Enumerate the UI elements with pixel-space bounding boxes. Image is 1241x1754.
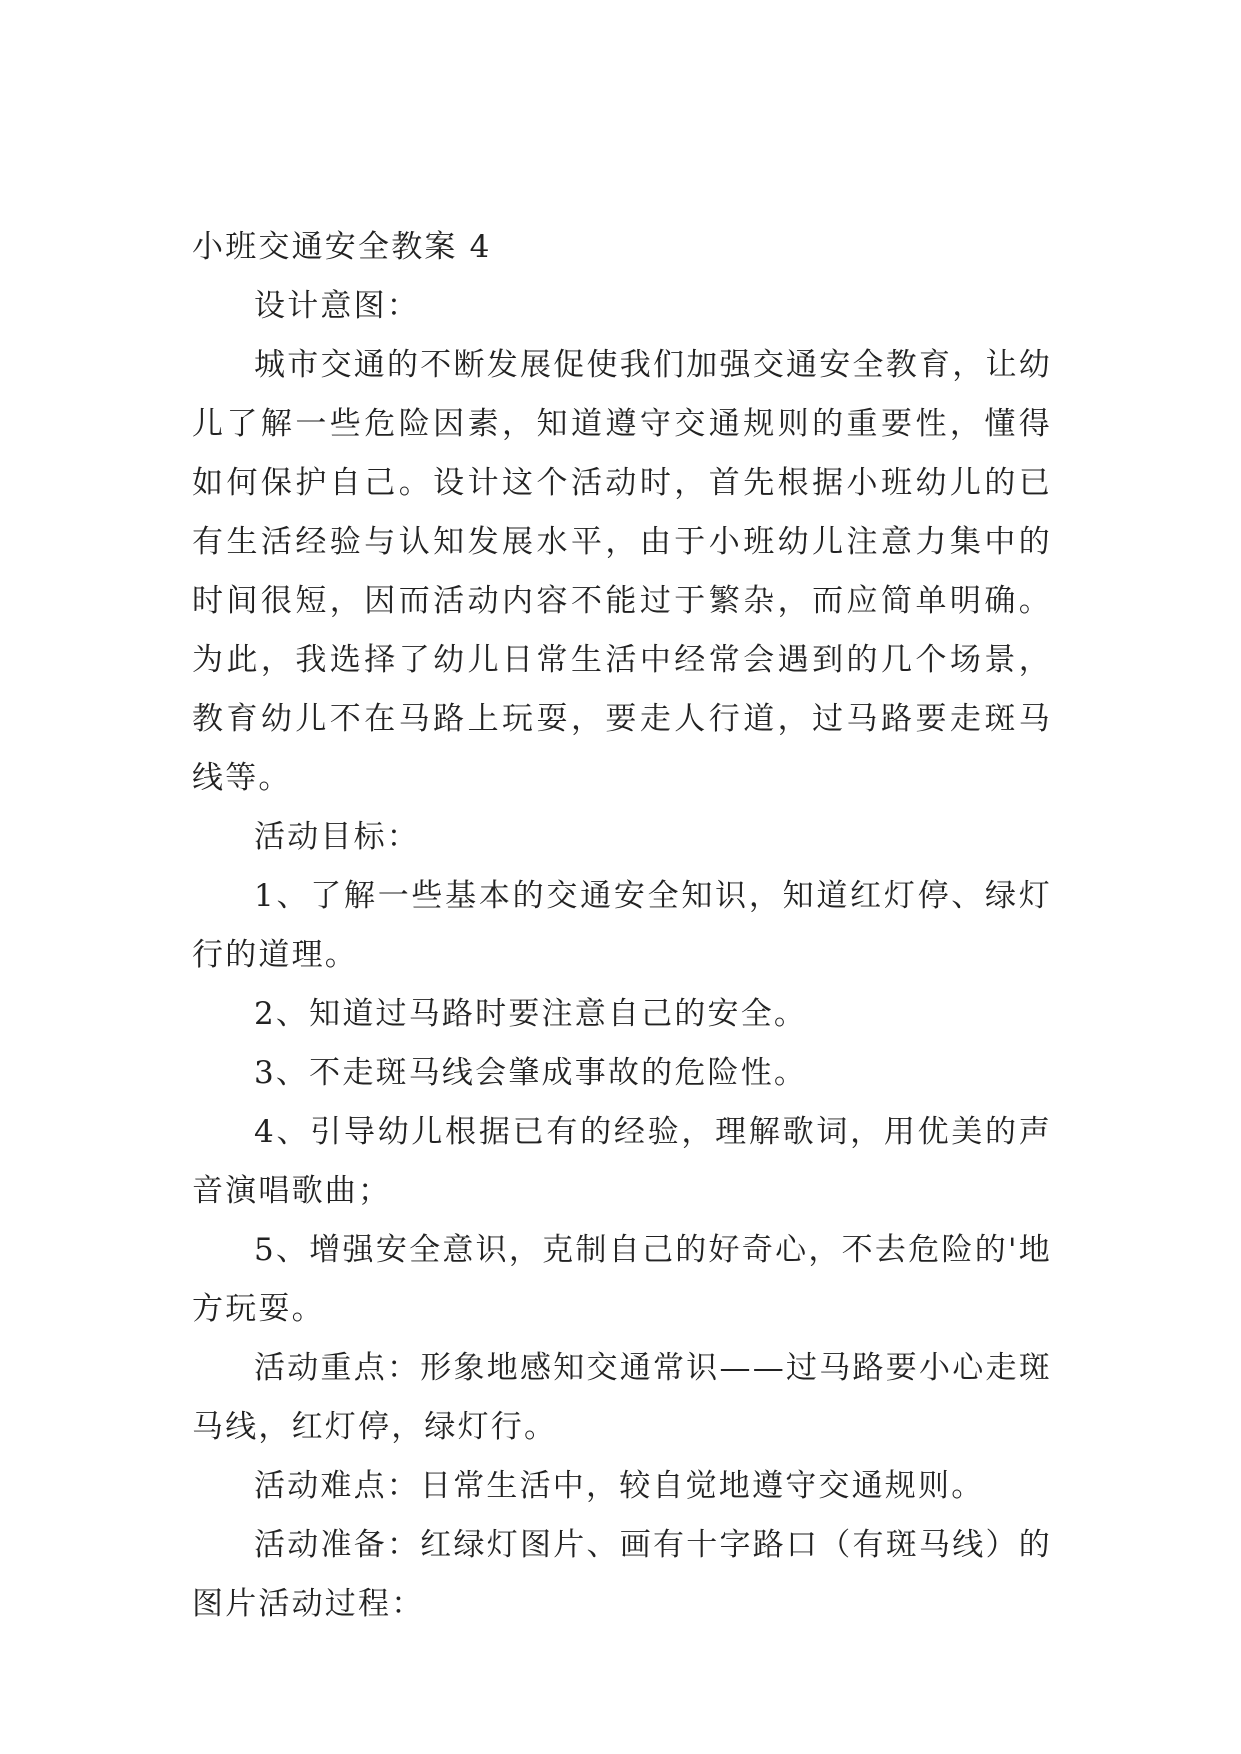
goal-item-4: 4、引导幼儿根据已有的经验，理解歌词，用优美的声音演唱歌曲； <box>192 1114 1052 1209</box>
section-heading-goals: 活动目标： <box>254 819 420 855</box>
paragraph-design-intent: 城市交通的不断发展促使我们加强交通安全教育，让幼儿了解一些危险因素，知道遵守交通规则的重要性，懂得如何保护自己。设计这个活动时，首先根据小班幼儿的已有生活经验与认知发展水平，由于小班幼儿注意力集中的时间很短，因而活动内容不能过于繁杂，而应简单明确。为此，我选择了幼儿日常生活中经常会遇到的几个场景，教育幼儿不在马路上玩耍，要走人行道，过马路要走斑马线等。 <box>192 347 1052 796</box>
paragraph-key-points: 活动重点：形象地感知交通常识——过马路要小心走斑马线，红灯停，绿灯行。 <box>192 1350 1052 1445</box>
paragraph-difficulties: 活动难点：日常生活中，较自觉地遵守交通规则。 <box>254 1468 985 1504</box>
document-title: 小班交通安全教案 4 <box>192 229 492 265</box>
section-heading-design-intent: 设计意图： <box>254 288 420 324</box>
goal-item-5: 5、增强安全意识，克制自己的好奇心，不去危险的'地方玩耍。 <box>192 1232 1052 1327</box>
goal-item-1: 1、了解一些基本的交通安全知识，知道红灯停、绿灯行的道理。 <box>192 878 1052 973</box>
document-body <box>192 218 1052 1634</box>
goal-item-3: 3、不走斑马线会肇成事故的危险性。 <box>254 1055 808 1091</box>
paragraph-preparation: 活动准备：红绿灯图片、画有十字路口（有斑马线）的图片活动过程： <box>192 1527 1052 1622</box>
goal-item-2: 2、知道过马路时要注意自己的安全。 <box>254 996 808 1032</box>
